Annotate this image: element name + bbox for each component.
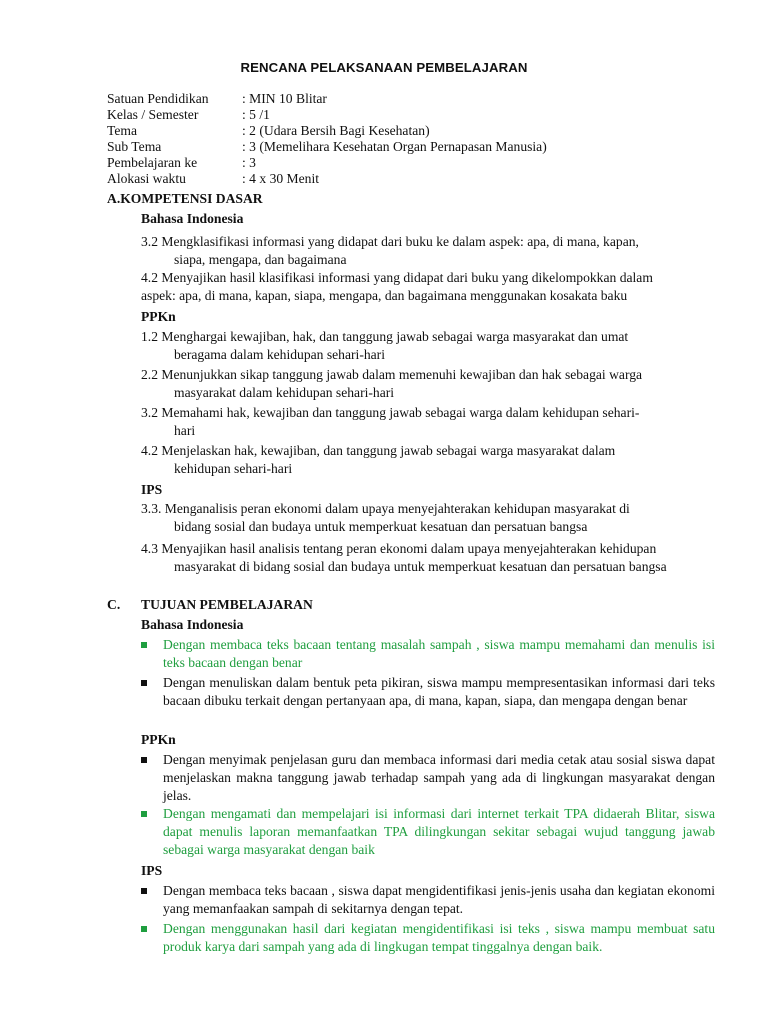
objective-text: Dengan mengamati dan mempelajari isi informasi dari internet terkait TPA didaerah Blitar, siswa dapat menulis laporan memanfaatkan TPA dilingkungan sekitar sebagai wujud tanggung jawab sebagai warga masyarakat dengan baik xyxy=(163,806,715,857)
competency-item xyxy=(141,366,715,402)
square-bullet-icon xyxy=(141,680,147,686)
competency-line-1: 3.3. Menganalisis peran ekonomi dalam upaya menyejahterakan kehidupan masyarakat di xyxy=(141,501,630,516)
objective-item xyxy=(141,636,715,672)
identity-value: : MIN 10 Blitar xyxy=(242,91,327,106)
competency-line-rest: kehidupan sehari-hari xyxy=(174,461,293,476)
square-bullet-icon xyxy=(141,757,147,763)
subject-heading-bahasa-indonesia: Bahasa Indonesia xyxy=(141,617,244,632)
competency-item xyxy=(141,442,715,478)
objective-item xyxy=(141,882,715,918)
identity-row xyxy=(107,107,547,123)
competency-line-rest: bidang sosial dan budaya untuk memperkuat kesatuan dan persatuan bangsa xyxy=(174,519,588,534)
objective-item xyxy=(141,674,715,710)
square-bullet-icon xyxy=(141,642,147,648)
competency-item xyxy=(141,404,715,440)
competency-line-rest: beragama dalam kehidupan sehari-hari xyxy=(174,347,385,362)
identity-row xyxy=(107,171,547,187)
identity-row xyxy=(107,123,547,139)
identity-row xyxy=(107,91,547,107)
competency-line-1: 3.2 Memahami hak, kewajiban dan tanggung jawab sebagai warga dalam kehidupan sehari- xyxy=(141,405,640,420)
identity-label: Tema xyxy=(107,123,137,138)
subject-heading-ips: IPS xyxy=(141,863,163,878)
identity-label: Pembelajaran ke xyxy=(107,155,198,170)
subject-heading-ips: IPS xyxy=(141,482,163,497)
competency-line-rest: masyarakat dalam kehidupan sehari-hari xyxy=(174,385,395,400)
objective-item xyxy=(141,920,715,956)
section-c-heading: TUJUAN PEMBELAJARAN xyxy=(141,597,313,612)
competency-line-1: 4.3 Menyajikan hasil analisis tentang peran ekonomi dalam upaya menyejahterakan kehidupan xyxy=(141,541,657,556)
competency-item xyxy=(141,500,715,536)
identity-value: : 2 (Udara Bersih Bagi Kesehatan) xyxy=(242,123,430,138)
objective-text: Dengan menuliskan dalam bentuk peta pikiran, siswa mampu mempresentasikan informasi dari teks bacaan dibuku terkait dengan pertanyaan apa, di mana, kapan, siapa, dan mengapa dengan benar xyxy=(163,675,715,708)
objective-text: Dengan menggunakan hasil dari kegiatan mengidentifikasi isi teks , siswa mampu membuat satu produk karya dari sampah yang ada di lingkugan tempat tinggalnya dengan baik. xyxy=(163,921,715,954)
square-bullet-icon xyxy=(141,926,147,932)
identity-label: Alokasi waktu xyxy=(107,171,186,186)
competency-line-1: 2.2 Menunjukkan sikap tanggung jawab dalam memenuhi kewajiban dan hak sebagai warga xyxy=(141,367,643,382)
document-title: RENCANA PELAKSANAAN PEMBELAJARAN xyxy=(240,60,528,75)
competency-line-rest: hari xyxy=(174,423,196,438)
competency-line-rest: masyarakat di bidang sosial dan budaya untuk memperkuat kesatuan dan persatuan bangsa xyxy=(174,559,667,574)
section-a-heading: A.KOMPETENSI DASAR xyxy=(107,191,263,206)
objective-text: Dengan membaca teks bacaan , siswa dapat mengidentifikasi jenis-jenis usaha dan kegiatan ekonomi yang memanfaakan sampah di sekitarnya dengan tepat. xyxy=(163,883,715,916)
competency-item xyxy=(141,233,715,269)
subject-heading-ppkn: PPKn xyxy=(141,732,176,747)
section-c-letter: C. xyxy=(107,597,121,612)
identity-block xyxy=(107,91,547,187)
identity-label: Sub Tema xyxy=(107,139,162,154)
identity-value: : 4 x 30 Menit xyxy=(242,171,320,186)
competency-item xyxy=(141,269,715,305)
subject-heading-bahasa-indonesia: Bahasa Indonesia xyxy=(141,211,244,226)
subject-heading-ppkn: PPKn xyxy=(141,309,176,324)
competency-item xyxy=(141,540,715,576)
objective-item xyxy=(141,805,715,859)
square-bullet-icon xyxy=(141,888,147,894)
competency-line-1: 4.2 Menyajikan hasil klasifikasi informasi yang didapat dari buku yang dikelompokkan dalam xyxy=(141,270,653,285)
identity-row xyxy=(107,139,547,155)
identity-label: Satuan Pendidikan xyxy=(107,91,209,106)
objective-item xyxy=(141,751,715,805)
identity-row xyxy=(107,155,547,171)
competency-line-rest: aspek: apa, di mana, kapan, siapa, mengapa, dan bagaimana menggunakan kosakata baku xyxy=(141,288,628,303)
identity-value: : 3 (Memelihara Kesehatan Organ Pernapasan Manusia) xyxy=(242,139,547,154)
objective-text: Dengan membaca teks bacaan tentang masalah sampah , siswa mampu memahami dan menulis isi teks bacaan dengan benar xyxy=(163,637,715,670)
identity-value: : 5 /1 xyxy=(242,107,270,122)
competency-line-1: 4.2 Menjelaskan hak, kewajiban, dan tanggung jawab sebagai warga masyarakat dalam xyxy=(141,443,616,458)
competency-item xyxy=(141,328,715,364)
competency-line-rest: siapa, mengapa, dan bagaimana xyxy=(174,252,347,267)
identity-value: : 3 xyxy=(242,155,256,170)
competency-line-1: 3.2 Mengklasifikasi informasi yang didapat dari buku ke dalam aspek: apa, di mana, kapan, xyxy=(141,234,639,249)
identity-label: Kelas / Semester xyxy=(107,107,199,122)
competency-line-1: 1.2 Menghargai kewajiban, hak, dan tanggung jawab sebagai warga masyarakat dan umat xyxy=(141,329,629,344)
square-bullet-icon xyxy=(141,811,147,817)
objective-text: Dengan menyimak penjelasan guru dan membaca informasi dari media cetak atau sosial siswa dapat menjelaskan makna tanggung jawab terhadap sampah yang ada di lingkungan masyarakat dengan jelas. xyxy=(163,752,715,803)
